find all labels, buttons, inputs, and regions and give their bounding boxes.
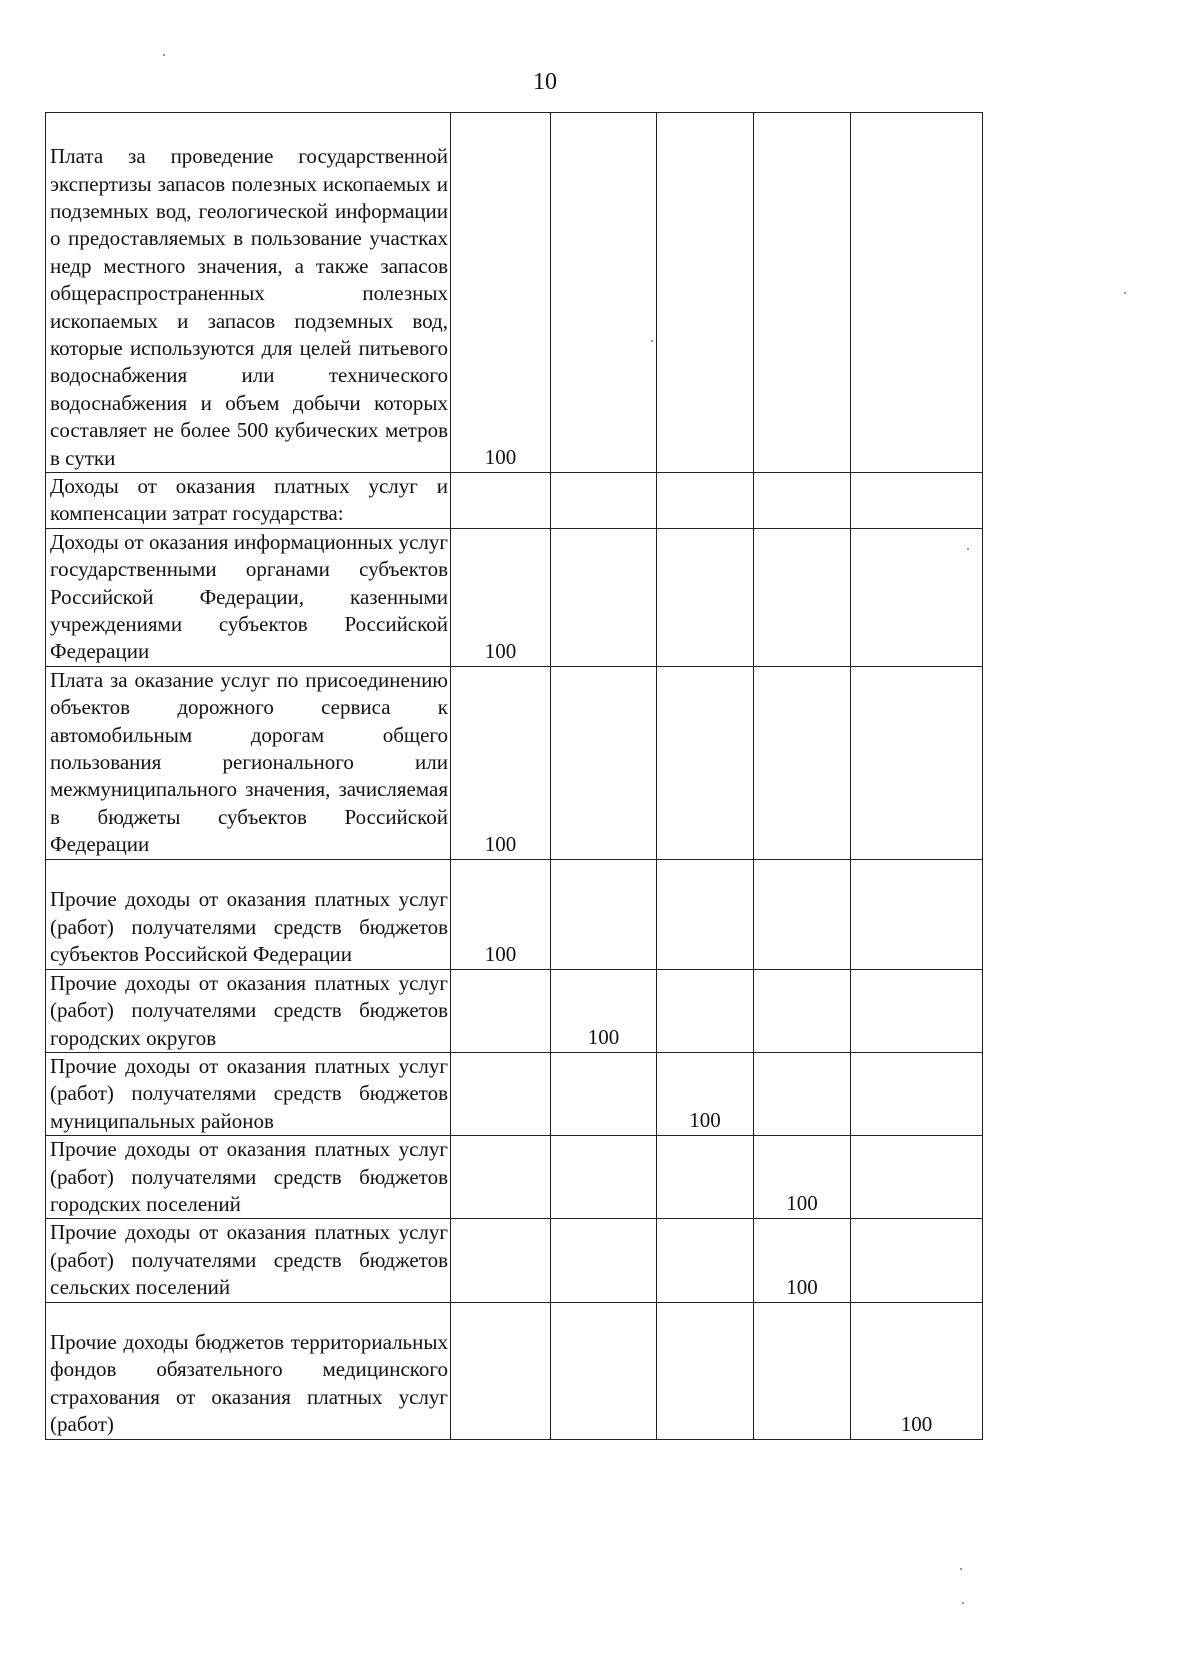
scan-speck [651,340,653,342]
value-cell [451,1052,551,1135]
row-description: Прочие доходы от оказания платных услуг (работ) получателями средств бюджетов городских поселений [46,1136,451,1219]
row-description: Доходы от оказания информационных услуг государственными органами субъектов Российской Федерации, казенными учреждениями субъектов Российской Федерации [46,528,451,666]
value-cell [657,666,754,859]
value-cell [754,666,851,859]
value-cell [551,1136,657,1219]
row-description: Плата за проведение государственной экспертизы запасов полезных ископаемых и подземных вод, геологической информации о предоставляемых в пользование участках недр местного значения, а также запасов общераспространенных полезных ископаемых и запасов подземных вод, которые используются для целей питьевого водоснабжения или технического водоснабжения и объем добычи которых составляет не более 500 кубических метров в сутки [46,113,451,473]
value-cell: 100 [451,859,551,969]
table-row [46,1052,983,1135]
value-cell [851,1219,983,1302]
row-description: Прочие доходы от оказания платных услуг (работ) получателями средств бюджетов городских округов [46,969,451,1052]
row-description: Прочие доходы от оказания платных услуг (работ) получателями средств бюджетов субъектов Российской Федерации [46,859,451,969]
value-cell [551,666,657,859]
table-row [46,473,983,529]
value-cell [754,969,851,1052]
value-cell [657,113,754,473]
value-cell [657,528,754,666]
row-description: Прочие доходы от оказания платных услуг (работ) получателями средств бюджетов сельских поселений [46,1219,451,1302]
value-cell [657,1302,754,1439]
value-cell [754,113,851,473]
value-cell [551,528,657,666]
value-cell [851,528,983,666]
value-cell [451,1136,551,1219]
value-cell [657,969,754,1052]
table-row [46,1136,983,1219]
scan-speck [962,1602,964,1604]
value-cell: 100 [754,1136,851,1219]
value-cell [657,1219,754,1302]
value-cell [551,859,657,969]
value-cell [551,1052,657,1135]
value-cell: 100 [451,666,551,859]
scan-speck [960,1568,962,1570]
value-cell [851,473,983,529]
scan-speck [163,54,165,56]
table-row [46,969,983,1052]
value-cell [851,859,983,969]
value-cell [551,1302,657,1439]
table-row [46,1219,983,1302]
value-cell [551,113,657,473]
value-cell [851,969,983,1052]
scan-speck [1124,292,1126,294]
value-cell [451,1219,551,1302]
value-cell: 100 [754,1219,851,1302]
row-description: Прочие доходы бюджетов территориальных фондов обязательного медицинского страхования от оказания платных услуг (работ) [46,1302,451,1439]
value-cell [851,1136,983,1219]
value-cell [551,473,657,529]
value-cell: 100 [657,1052,754,1135]
row-description: Плата за оказание услуг по присоединению объектов дорожного сервиса к автомобильным дорогам общего пользования регионального или межмуниципального значения, зачисляемая в бюджеты субъектов Российской Федерации [46,666,451,859]
table-row [46,1302,983,1439]
value-cell [451,969,551,1052]
value-cell [754,473,851,529]
value-cell [657,859,754,969]
table-row [46,113,983,473]
row-description: Доходы от оказания платных услуг и компенсации затрат государства: [46,473,451,529]
value-cell [551,1219,657,1302]
value-cell: 100 [451,113,551,473]
value-cell [754,1052,851,1135]
scan-speck [967,548,969,550]
value-cell [754,1302,851,1439]
page-number: 10 [533,69,557,95]
value-cell [851,113,983,473]
value-cell [754,528,851,666]
revenue-distribution-table [45,112,983,1440]
value-cell: 100 [851,1302,983,1439]
table-row [46,528,983,666]
value-cell: 100 [551,969,657,1052]
value-cell [754,859,851,969]
value-cell [657,473,754,529]
table-row [46,859,983,969]
value-cell [851,666,983,859]
value-cell [657,1136,754,1219]
value-cell: 100 [451,528,551,666]
value-cell [451,1302,551,1439]
value-cell [851,1052,983,1135]
row-description: Прочие доходы от оказания платных услуг (работ) получателями средств бюджетов муниципальных районов [46,1052,451,1135]
table-row [46,666,983,859]
value-cell [451,473,551,529]
